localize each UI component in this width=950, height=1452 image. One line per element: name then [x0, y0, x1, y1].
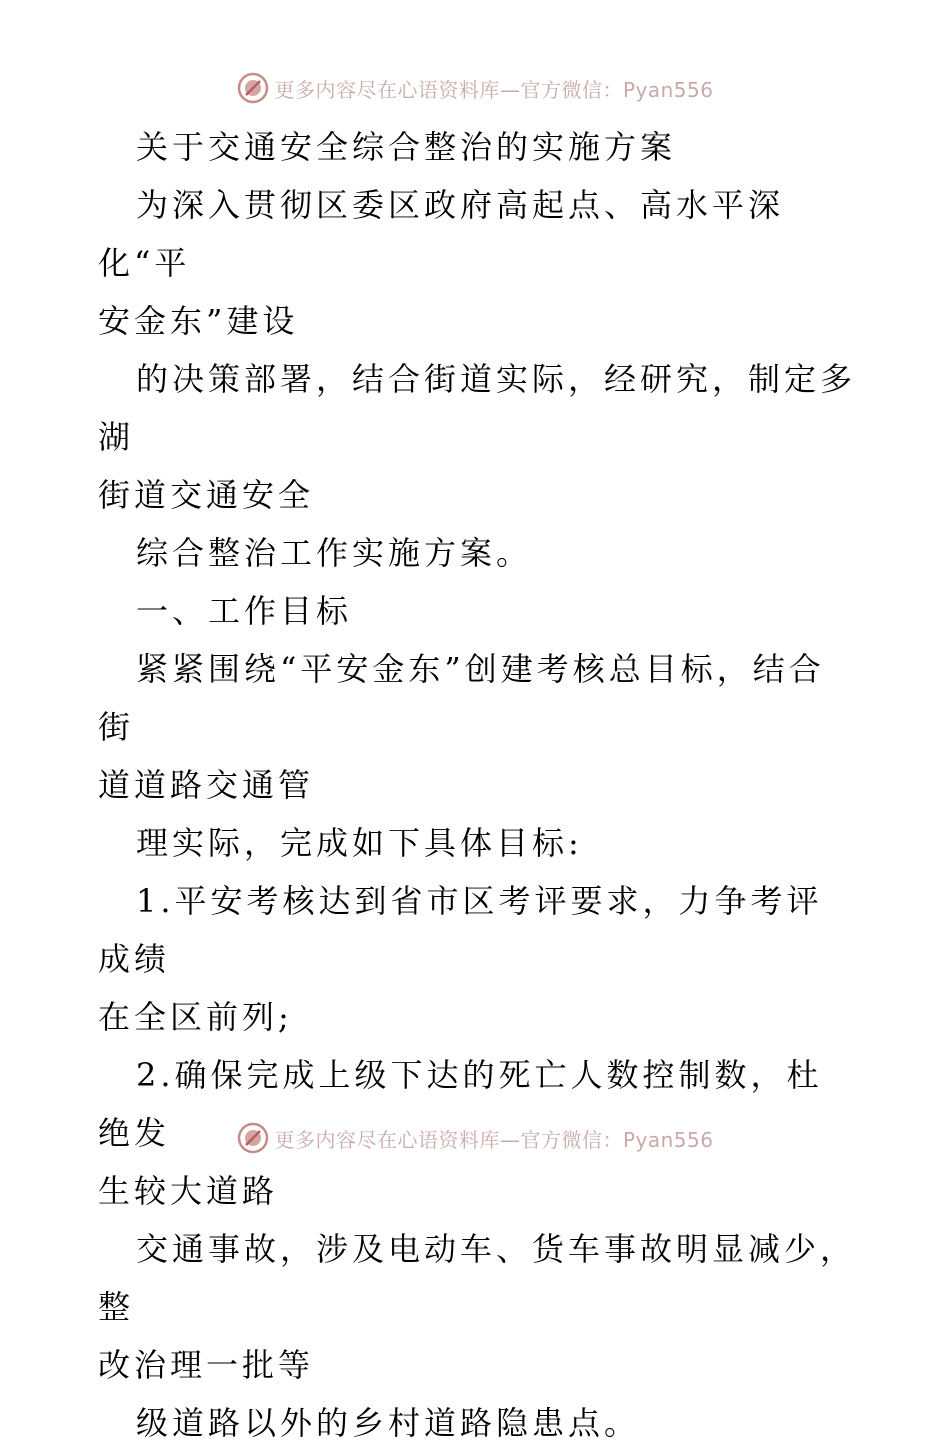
brand-logo-icon: [236, 1121, 270, 1155]
text-line: 的决策部署，结合街道实际，经研究，制定多湖: [98, 360, 857, 456]
text-line: 2.确保完成上级下达的死亡人数控制数，杜绝发: [98, 1056, 823, 1152]
text-line: 道道路交通管: [98, 766, 315, 804]
header-watermark: [0, 68, 950, 108]
text-line: 理实际，完成如下具体目标:: [136, 824, 583, 862]
text-line: 交通事故，涉及电动车、货车事故明显减少，整: [98, 1230, 857, 1326]
text-line: 一、工作目标: [136, 592, 353, 630]
document-body: [98, 118, 858, 1452]
text-line: 1.平安考核达到省市区考评要求，力争考评成绩: [98, 882, 823, 978]
text-line: 紧紧围绕“平安金东”创建考核总目标，结合街: [98, 650, 825, 746]
text-line: 关于交通安全综合整治的实施方案: [136, 128, 677, 166]
watermark-text: 更多内容尽在心语资料库—官方微信：Pyan556: [274, 1127, 714, 1152]
text-line: 为深入贯彻区委区政府高起点、高水平深化“平: [98, 186, 785, 282]
text-line: 街道交通安全: [98, 476, 315, 514]
text-line: 在全区前列;: [98, 998, 293, 1036]
brand-logo-icon: [236, 71, 270, 105]
text-line: 生较大道路: [98, 1172, 279, 1210]
footer-watermark: [0, 1118, 950, 1158]
text-line: 安金东”建设: [98, 302, 299, 340]
watermark-text: 更多内容尽在心语资料库—官方微信：Pyan556: [274, 77, 714, 102]
text-line: 级道路以外的乡村道路隐患点。: [136, 1404, 641, 1442]
text-line: 综合整治工作实施方案。: [136, 534, 533, 572]
text-line: 改治理一批等: [98, 1346, 315, 1384]
